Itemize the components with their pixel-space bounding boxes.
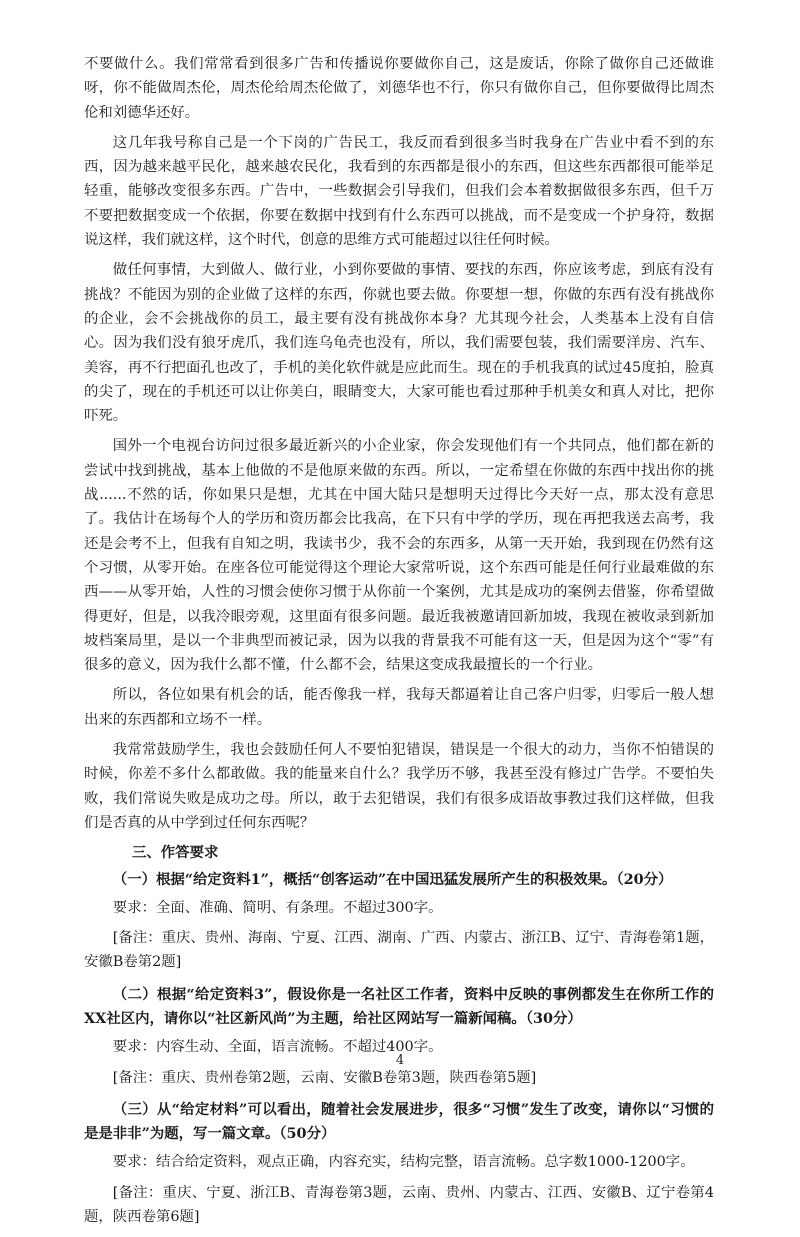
question-requirement: 要求：结合给定资料，观点正确，内容充实，结构完整，语言流畅。总字数1000-1200字。 (112, 1154, 695, 1171)
question-title: （二）根据“给定资料3”，假设你是一名社区工作者，资料中反映的事例都发生在你所工作的XX社区内，请你以“社区新风尚”为主题，给社区网站写一篇新闻稿。（30分） (84, 985, 714, 1027)
paragraph-1: 不要做什么。我们常常看到很多广告和传播说你要做你自己，这是废话，你除了做你自己还做谁呀，你不能做周杰伦，周杰伦给周杰伦做了，刘德华也不行，你只有做你自己，但你要做得比周杰伦和刘德华还好。 (84, 56, 714, 121)
paragraph-5: 所以，各位如果有机会的话，能否像我一样，我每天都逼着让自己客户归零，归零后一般人想出来的东西都和立场不一样。 (84, 687, 714, 728)
page-number: 4 (395, 1053, 405, 1068)
question-requirement: 要求：内容生动、全面，语言流畅。不超过400字。 (112, 1039, 443, 1056)
paragraph-3: 做任何事情，大到做人、做行业，小到你要做的事情、要找的东西，你应该考虑，到底有没有挑战？不能因为别的企业做了这样的东西，你就也要去做。你要想一想，你做的东西有没有挑战你的企业，会不会挑战你的员工，最主要有没有挑战你本身？尤其现今社会，人类基本上没有自信心。因为我们没有狼牙虎爪，我们连乌龟壳也没有，所以，我们需要包装，我们需要洋房、汽车、美容，再不行把面孔也改了，手机的美化软件就是应此而生。现在的手机我真的试过45度拍，脸真的尖了，现在的手机还可以让你美白，眼睛变大，大家可能也看过那种手机美女和真人对比，把你吓死。 (84, 262, 714, 425)
question-title: （一）根据“给定资料1”，概括“创客运动”在中国迅猛发展所产生的积极效果。（20分） (112, 870, 673, 888)
paragraph-4: 国外一个电视台访问过很多最近新兴的小企业家，你会发现他们有一个共同点，他们都在新的尝试中找到挑战，基本上他做的不是他原来做的东西。所以，一定希望在你做的东西中找出你的挑战......不然的话，你如果只是想，尤其在中国大陆只是想明天过得比今天好一点，那太没有意思了。我估计在场每个人的学历和资历都会比我高，在下只有中学的学历，现在再把我送去高考，我还是会考不上，但我有自知之明，我读书少，我不会的东西多，从第一天开始，我到现在仍然有这个习惯，从零开始。在座各位可能觉得这个理论大家常听说，这个东西可能是任何行业最难做的东西——从零开始，人性的习惯会使你习惯于从你前一个案例，尤其是成功的案例去借鉴，你希望做得更好，但是，以我冷眼旁观，这里面有很多问题。最近我被邀请回新加坡，我现在被收录到新加坡档案局里，是以一个非典型而被记录，因为以我的背景我不可能有这一天，但是因为这个“零”有很多的意义，因为我什么都不懂，什么都不会，结果这变成我最擅长的一个行业。 (84, 438, 714, 674)
question-1 (84, 868, 714, 975)
question-requirement: 要求：全面、准确、简明、有条理。不超过300字。 (112, 899, 443, 916)
question-note: [备注：重庆、宁夏、浙江B、青海卷第3题，云南、贵州、内蒙古、江西、安徽B、辽宁卷第4题，陕西卷第6题] (84, 1184, 714, 1226)
question-note: [备注：重庆、贵州、海南、宁夏、江西、湖南、广西、内蒙古、浙江B、辽宁、青海卷第1题，安徽B卷第2题] (84, 930, 714, 971)
section-title: 三、作答要求 (132, 844, 219, 862)
question-3 (84, 1098, 714, 1229)
question-note: [备注：重庆、贵州卷第2题，云南、安徽B卷第3题，陕西卷第5题] (112, 1069, 537, 1086)
question-2 (84, 983, 714, 1090)
paragraph-6: 我常常鼓励学生，我也会鼓励任何人不要怕犯错误，错误是一个很大的动力，当你不怕错误的时候，你差不多什么都敢做。我的能量来自什么？我学历不够，我甚至没有修过广告学。不要怕失败，我们常说失败是成功之母。所以，敢于去犯错误，我们有很多成语故事教过我们这样做，但我们是否真的从中学到过任何东西呢？ (84, 742, 714, 831)
question-title: （三）从“给定材料”可以看出，随着社会发展进步，很多“习惯”发生了改变，请你以“习惯的是是非非”为题，写一篇文章。（50分） (84, 1100, 714, 1143)
paragraph-2: 这几年我号称自己是一个下岗的广告民工，我反而看到很多当时我身在广告业中看不到的东西，因为越来越平民化，越来越农民化，我看到的东西都是很小的东西，但这些东西都很可能举足轻重，能够改变很多东西。广告中，一些数据会引导我们，但我们会本着数据做很多东西，但千万不要把数据变成一个依据，你要在数据中找到有什么东西可以挑战，而不是变成一个护身符，数据说这样，我们就这样，这个时代，创意的思维方式可能超过以往任何时候。 (84, 134, 714, 249)
